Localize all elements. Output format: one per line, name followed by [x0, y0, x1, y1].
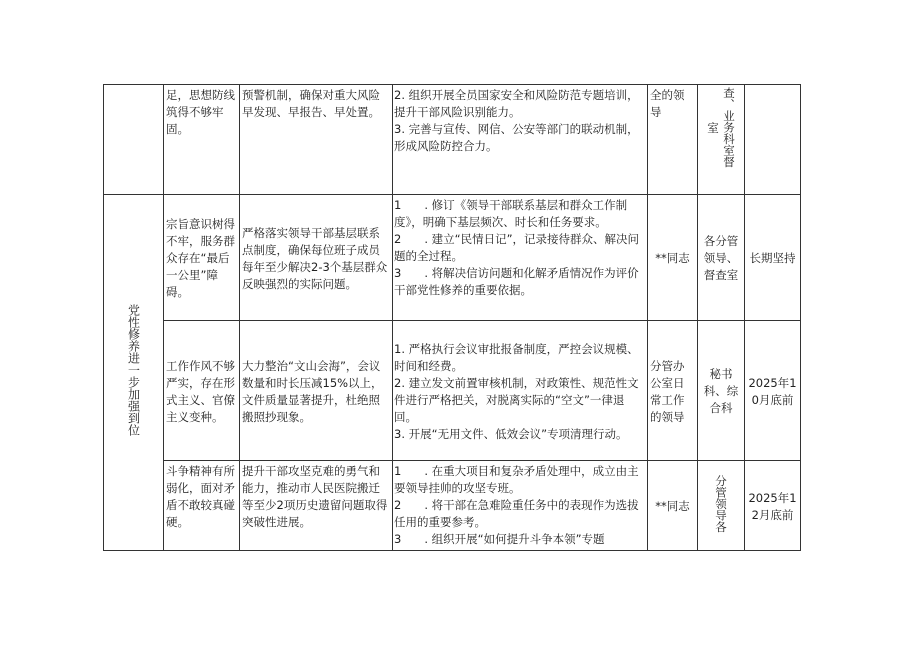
measure-item: 2 . 建立“民情日记”，记录接待群众、解决问题的全过程。 [394, 232, 640, 263]
measures-cell [393, 321, 648, 461]
measures-cell [393, 195, 648, 321]
table-row [104, 321, 801, 461]
deadline-cell: 2025年10月底前 [745, 321, 801, 461]
category-cell-top [104, 85, 164, 195]
measure-item: 2. 建立发文前置审核机制，对政策性、规范性文件进行严格把关，对脱离实际的“空文”一律退回。 [394, 375, 639, 424]
problem-cell: 工作作风不够严实，存在形式主义、官僚主义变种。 [164, 321, 240, 461]
dept-cell: 秘书科、综合科 [698, 321, 745, 461]
table-row [104, 85, 801, 195]
leader-cell: 分管办公室日常工作的领导 [648, 321, 698, 461]
measure-item: 3. 完善与宣传、网信、公安等部门的联动机制，形成风险防控合力。 [394, 122, 639, 153]
measure-item: 1. 严格执行会议审批报备制度，严控会议规模、时间和经费。 [394, 341, 639, 373]
leader-cell: 全的领导 [648, 85, 698, 195]
measure-item: 3 . 将解决信访问题和化解矛盾情况作为评价干部党性修养的重要依据。 [394, 266, 639, 297]
measure-item: 3. 开展“无用文件、低效会议”专项清理行动。 [394, 426, 628, 441]
goal-cell: 严格落实领导干部基层联系点制度，确保每位班子成员每年至少解决2-3个基层群众反映强烈的实际问题。 [240, 195, 393, 321]
measures-cell [393, 85, 648, 195]
category-label: 党性修养进一步加强到位 [126, 304, 141, 436]
table-row [104, 461, 801, 551]
dept-text: 分管领导各 [714, 475, 728, 533]
measure-item: 3 . 组织开展“如何提升斗争本领”专题 [394, 532, 605, 546]
goal-cell: 预警机制，确保对重大风险早发现、早报告、早处置。 [240, 85, 393, 195]
problem-cell: 足，思想防线筑得不够牢固。 [164, 85, 240, 195]
dept-text-a: 室 [706, 121, 720, 133]
leader-cell: **同志 [648, 195, 698, 321]
deadline-cell: 2025年12月底前 [745, 461, 801, 551]
measure-item: 2. 组织开展全员国家安全和风险防范专题培训，提升干部风险识别能力。 [394, 88, 639, 119]
table-row [104, 195, 801, 321]
goal-cell: 大力整治“文山会海”，会议数量和时长压减15%以上，文件质量显著提升，杜绝照搬照抄现象。 [240, 321, 393, 461]
measures-cell [393, 461, 648, 551]
dept-cell: 各分管领导、督查室 [698, 195, 745, 321]
dept-cell [698, 85, 745, 195]
rectification-table [103, 84, 801, 551]
deadline-cell: 长期坚持 [745, 195, 801, 321]
goal-cell: 提升干部攻坚克难的勇气和能力，推动市人民医院搬迁等至少2项历史遗留问题取得突破性进展。 [240, 461, 393, 551]
problem-cell: 宗旨意识树得不牢，服务群众存在“最后一公里”障碍。 [164, 195, 240, 321]
deadline-cell [745, 85, 801, 195]
measure-item: 1 . 修订《领导干部联系基层和群众工作制度》，明确下基层频次、时长和任务要求。 [394, 198, 628, 229]
leader-cell: **同志 [648, 461, 698, 551]
problem-cell: 斗争精神有所弱化，面对矛盾不敢较真碰硬。 [164, 461, 240, 551]
dept-cell [698, 461, 745, 551]
measure-item: 1 . 在重大项目和复杂矛盾处理中，成立由主要领导挂帅的攻坚专班。 [394, 464, 639, 495]
dept-text-b: 查、业务科室督 [722, 87, 736, 168]
category-cell [104, 195, 164, 551]
measure-item: 2 . 将干部在急难险重任务中的表现作为选拔任用的重要参考。 [394, 498, 639, 529]
